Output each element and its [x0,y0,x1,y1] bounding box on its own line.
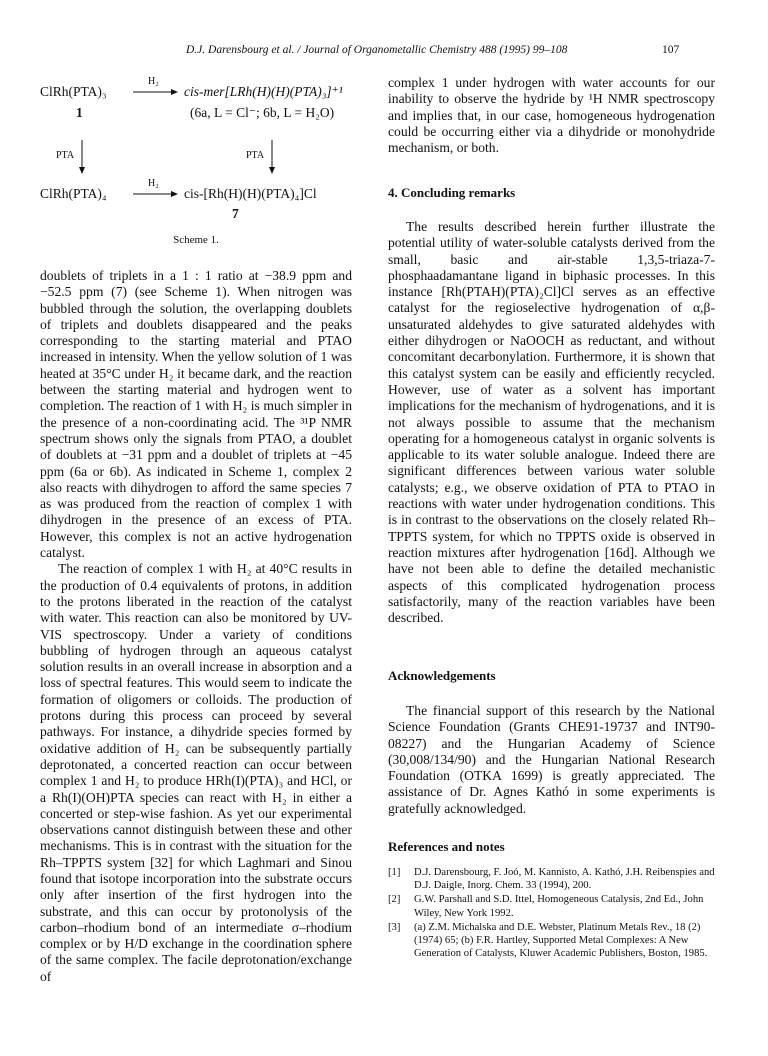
right-column-continuation [388,75,715,156]
arrowhead-left [79,167,85,174]
left-column [40,268,352,985]
page-number: 107 [662,44,680,56]
paragraph-doublets: doublets of triplets in a 1 : 1 ratio at −38.9 ppm and −52.5 ppm (7) (see Scheme 1). When nitrogen was bubbled through the solution, the overlapping doublets of triplets and doublets disappeared and the peaks corresponding to the starting material and PTAO increased in intensity. When the yellow solution of 1 was heated at 35°C under H₂ it became dark, and the reaction between the starting material and hydrogen went to completion. The reaction of 1 with H₂ is much simpler in the presence of a non-coordinating acid. The ³¹P NMR spectrum shows only the signals from PTAO, a doublet of doublets at −31 ppm and a doublet of triplets at −45 ppm (6a or 6b). As indicated in Scheme 1, complex 2 also reacts with dihydrogen to afford the same species 7 as was produced from the reaction of complex 1 with dihydrogen in the presence of an excess of PTA. However, this complex is not an active hydrogenation catalyst. [40,268,352,561]
compound-6-formula: cis-mer[LRh(H)(H)(PTA)₃]⁺¹ [184,84,343,99]
pta-label-right: PTA [246,150,265,161]
reference-item [388,921,715,961]
reference-text: D.J. Darensbourg, F. Joó, M. Kannisto, A. Kathó, J.H. Reibenspies and D.J. Daigle, Inorg. Chem. 33 (1994), 200. [414,867,715,892]
paragraph-continuation: complex 1 under hydrogen with water accounts for our inability to observe the hydride by ¹H NMR spectroscopy and implies that, in our case, homogeneous hydrogenation could be occurring either via a dihydride or monohydride mechanism, or both. [388,75,715,156]
scheme-caption: Scheme 1. [173,234,219,246]
compound-1-label: 1 [76,105,83,120]
paragraph-concluding: The results described herein further illustrate the potential utility of water-soluble catalysts derived from the small, basic and air-stable 1,3,5-triaza-7-phosphaadamantane ligand in biphasic processes. In this instance [Rh(PTAH)(PTA)₂Cl]Cl serves as an effective catalyst for the regioselective hydrogenation of α,β-unsaturated aldehydes to give saturated aldehydes with either dihydrogen or NaOOCH as reductant, and without concomitant decarbonylation. Furthermore, it is shown that this catalyst system can be easily and efficiently recycled. However, use of water as a solvent has important implications for the mechanism of hydrogenations, and it is not always possible to assume that the mechanism operating for a homogeneous catalyst in organic solvents is applicable to its water soluble analogue. Indeed there are significant differences between various water soluble catalysts; e.g., we observe oxidation of PTA to PTAO in reactions with water under hydrogenation conditions. This is in contrast to the observations on the closely related Rh–TPPTS system, for which no TPPTS oxide is observed in reaction mixtures after hydrogenation [16d]. Although we have not been able to define the detailed mechanistic aspects of this complicated hydrogenation process satisfactorily, many of the reaction variables have been described. [388,219,715,626]
reference-text: G.W. Parshall and S.D. Ittel, Homogeneous Catalysis, 2nd Ed., John Wiley, New York 1992. [414,894,704,919]
reference-item [388,893,715,919]
reference-item [388,866,715,892]
reaction-scheme [40,70,380,250]
references-list [388,866,715,961]
compound-6-label: (6a, L = Cl⁻; 6b, L = H₂O) [190,105,335,120]
section-heading-references: References and notes [388,839,505,854]
paragraph-protons: The reaction of complex 1 with H₂ at 40°C results in the production of 0.4 equivalents of protons, in addition to the protons liberated in the reaction of the catalyst with water. This reaction can also be monitored by UV-VIS spectroscopy. Under a variety of conditions bubbling of hydrogen through an aqueous catalyst solution results in an overall increase in absorption and a loss of spectral features. This would seem to indicate the formation of oligomers or colloids. The production of protons during this process can proceed by several pathways. For instance, a dihydride species formed by oxidative addition of H₂ can be subsequently partially deprotonated, a concerted reaction can occur between complex 1 and H₂ to produce HRh(I)(PTA)₃ and HCl, or a Rh(I)(OH)PTA species can react with H₂ in either a concerted or step-wise fashion. As yet our experimental observations cannot distinguish between these and other mechanisms. This is in contrast with the situation for the Rh–TPPTS system [32] for which Laghmari and Sinou found that isotope incorporation into the substrate occurs only after insertion of the first hydrogen into the substrate, and this can occur by protonolysis of the carbon–rhodium bond of an intermediate σ–rhodium complex or by H/D exchange in the coordination sphere of the same complex. The facile deprotonation/exchange of [40,561,352,984]
acknowledgements [388,703,715,817]
arrowhead-bottom [171,191,178,197]
arrowhead-right [269,167,275,174]
reference-number: [3] [388,921,401,933]
section-heading-concluding: 4. Concluding remarks [388,185,516,200]
section-heading-acknowledgements: Acknowledgements [388,668,496,683]
concluding-remarks [388,219,715,626]
reference-number: [1] [388,867,401,878]
reference-text: (a) Z.M. Michalska and D.E. Webster, Platinum Metals Rev., 18 (2) (1974) 65; (b) F.R. Hartley, Supported Metal Complexes: A New Generation of Catalysts, Kluwer Academic Publishers, Boston, 1985. [414,921,708,960]
reference-number: [2] [388,894,401,906]
arrow-label-h2-top: H₂ [148,76,159,87]
page-header [0,44,768,60]
compound-7-label: 7 [232,206,239,221]
paragraph-acknowledgements: The financial support of this research by the National Science Foundation (Grants CHE91-19737 and INT90-08227) and the Hungarian Academy of Science (30,008/134/90) and the Hungarian National Research Foundation (OTKA 1699) is greatly appreciated. The assistance of Dr. Agnes Kathó in some experiments is gratefully acknowledged. [388,703,715,816]
arrowhead-top [171,89,178,95]
compound-7-formula: cis-[Rh(H)(H)(PTA)₄]Cl [184,186,317,201]
arrow-label-h2-bottom: H₂ [148,178,159,189]
running-head: D.J. Darensbourg et al. / Journal of Organometallic Chemistry 488 (1995) 99–108 [186,44,568,56]
compound-2-formula: ClRh(PTA)₄ [40,186,107,201]
pta-label-left: PTA [56,150,75,161]
compound-1-formula: ClRh(PTA)₃ [40,84,107,99]
